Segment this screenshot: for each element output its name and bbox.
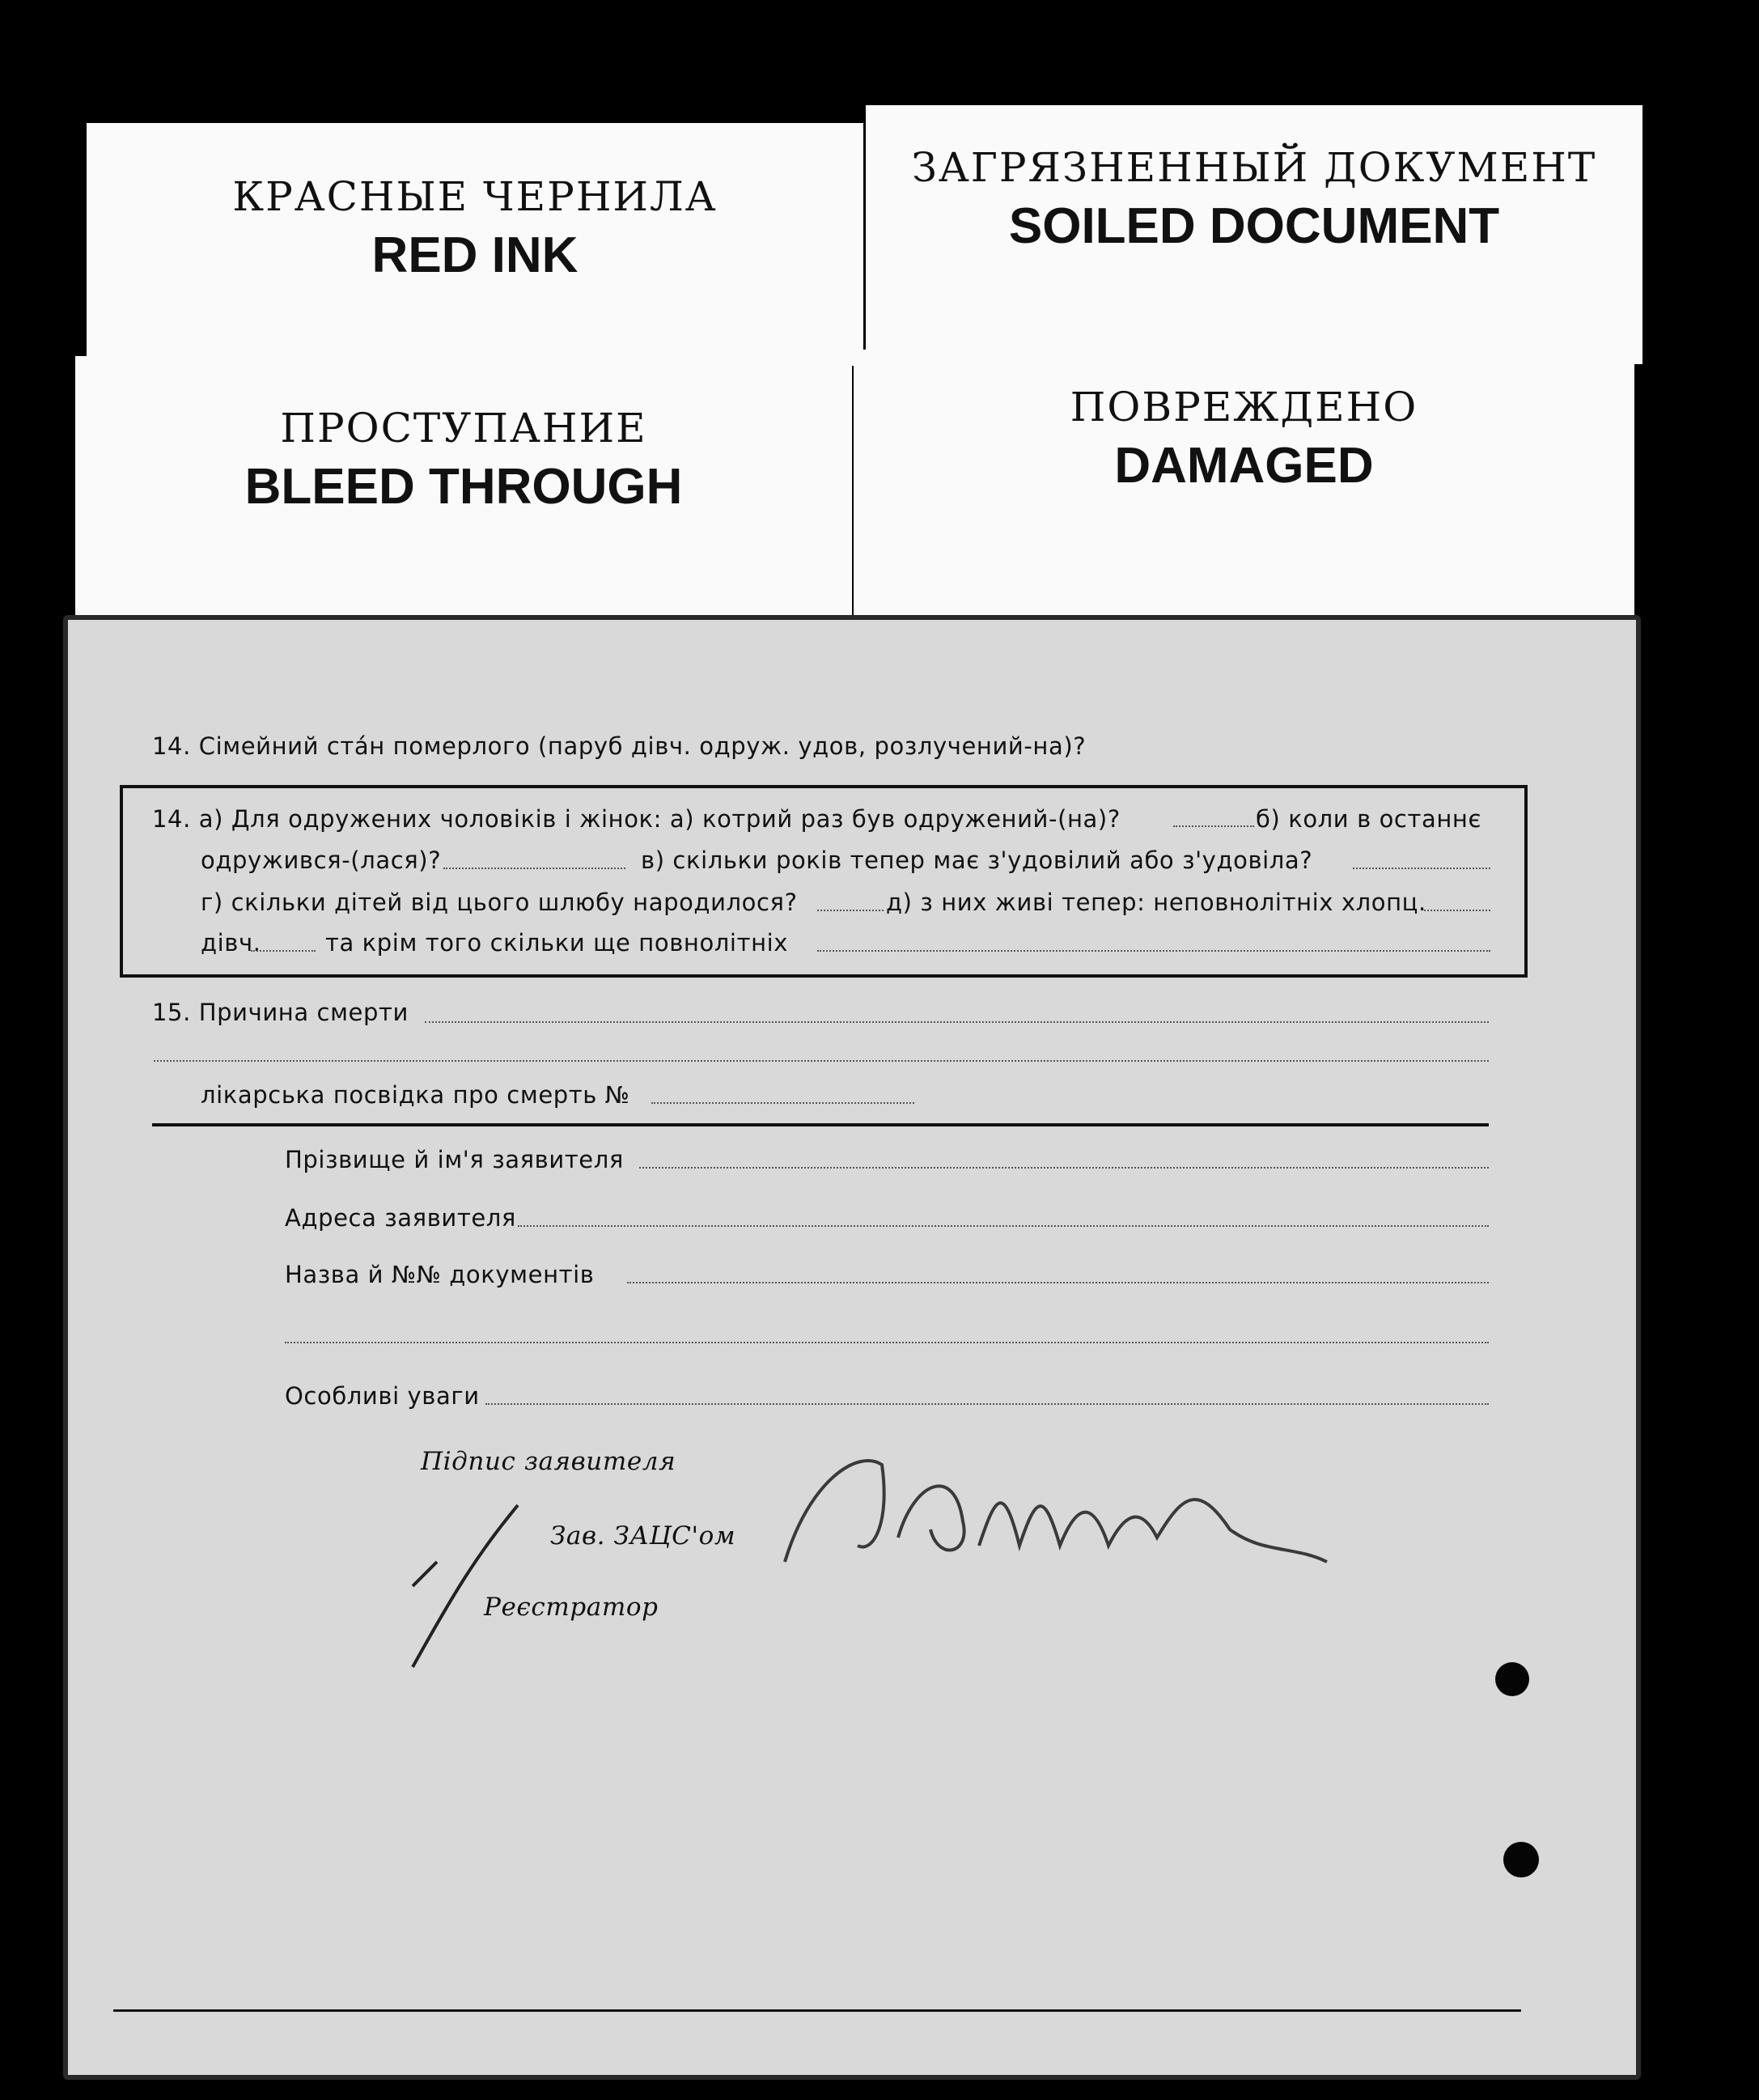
bleed-ru: ПРОСТУПАНИЕ xyxy=(280,405,647,452)
dotted-line xyxy=(251,950,316,952)
registrar-signature-label: Реєстратор xyxy=(484,1593,659,1622)
question-14a-line3b: д) з них живі тепер: неповнолітніх хлопц. xyxy=(886,889,1426,916)
dotted-line xyxy=(817,910,884,911)
remarks-label: Особливі уваги xyxy=(285,1382,480,1410)
dotted-line xyxy=(1353,868,1490,869)
medical-certificate: лікарська посвідка про смерть № xyxy=(201,1081,630,1109)
question-15: 15. Причина смерти xyxy=(152,999,409,1026)
dotted-line xyxy=(1173,825,1254,827)
bleed-en: BLEED THROUGH xyxy=(244,459,683,515)
dotted-line xyxy=(639,1167,1489,1169)
question-14a-line4b: та крім того скільки ще повнолітніх xyxy=(325,929,789,957)
dotted-line xyxy=(627,1282,1489,1283)
question-14a-line3a: г) скільки дітей від цього шлюбу народилося? xyxy=(201,889,798,916)
signature xyxy=(777,1432,1343,1610)
damaged-en: DAMAGED xyxy=(1114,438,1374,494)
handwritten-stroke xyxy=(405,1497,534,1675)
applicant-signature-label: Підпис заявителя xyxy=(421,1447,676,1476)
red-ink-ru: КРАСНЫЕ ЧЕРНИЛА xyxy=(232,173,718,220)
dotted-line xyxy=(651,1102,914,1104)
soiled-ru: ЗАГРЯЗНЕННЫЙ ДОКУМЕНТ xyxy=(911,144,1597,191)
punch-hole xyxy=(1503,1842,1539,1877)
section-divider xyxy=(152,1123,1489,1126)
documents-label: Назва й №№ документів xyxy=(285,1261,595,1288)
dotted-line xyxy=(154,1060,1489,1062)
damaged-card xyxy=(854,350,1634,633)
red-ink-card xyxy=(87,123,863,366)
dotted-line xyxy=(443,868,625,869)
question-14a-line2b: в) скільки років тепер має з'удовілий або з'удовіла? xyxy=(641,846,1313,874)
dotted-line xyxy=(285,1342,1489,1343)
bottom-rule xyxy=(113,2009,1521,2012)
head-signature-label: Зав. ЗАЦС'ом xyxy=(550,1521,736,1551)
soiled-document-card xyxy=(866,105,1642,364)
applicant-name-label: Прізвище й ім'я заявителя xyxy=(285,1146,624,1173)
red-ink-en: RED INK xyxy=(371,227,579,283)
dotted-line xyxy=(425,1021,1489,1023)
question-14: 14. Сімейний ста́н померлого (паруб дівч. одруж. удов, розлучений-на)? xyxy=(152,732,1087,760)
dotted-line xyxy=(817,950,1490,952)
dotted-line xyxy=(518,1225,1489,1227)
bleed-through-card xyxy=(75,356,852,631)
damaged-ru: ПОВРЕЖДЕНО xyxy=(1070,384,1418,431)
dotted-line xyxy=(1424,910,1490,911)
question-14a-line1: 14. а) Для одружених чоловіків і жінок: а) котрий раз був одружений-(на)? xyxy=(152,805,1121,833)
punch-hole xyxy=(1495,1662,1529,1696)
question-14a-line4a: дівч. xyxy=(201,929,261,957)
soiled-en: SOILED DOCUMENT xyxy=(1008,198,1500,254)
question-14a-line2a: одружився-(лася)? xyxy=(201,846,442,874)
question-14a-b: б) коли в останнє xyxy=(1256,805,1481,833)
dotted-line xyxy=(485,1403,1489,1405)
applicant-address-label: Адреса заявителя xyxy=(285,1204,516,1232)
